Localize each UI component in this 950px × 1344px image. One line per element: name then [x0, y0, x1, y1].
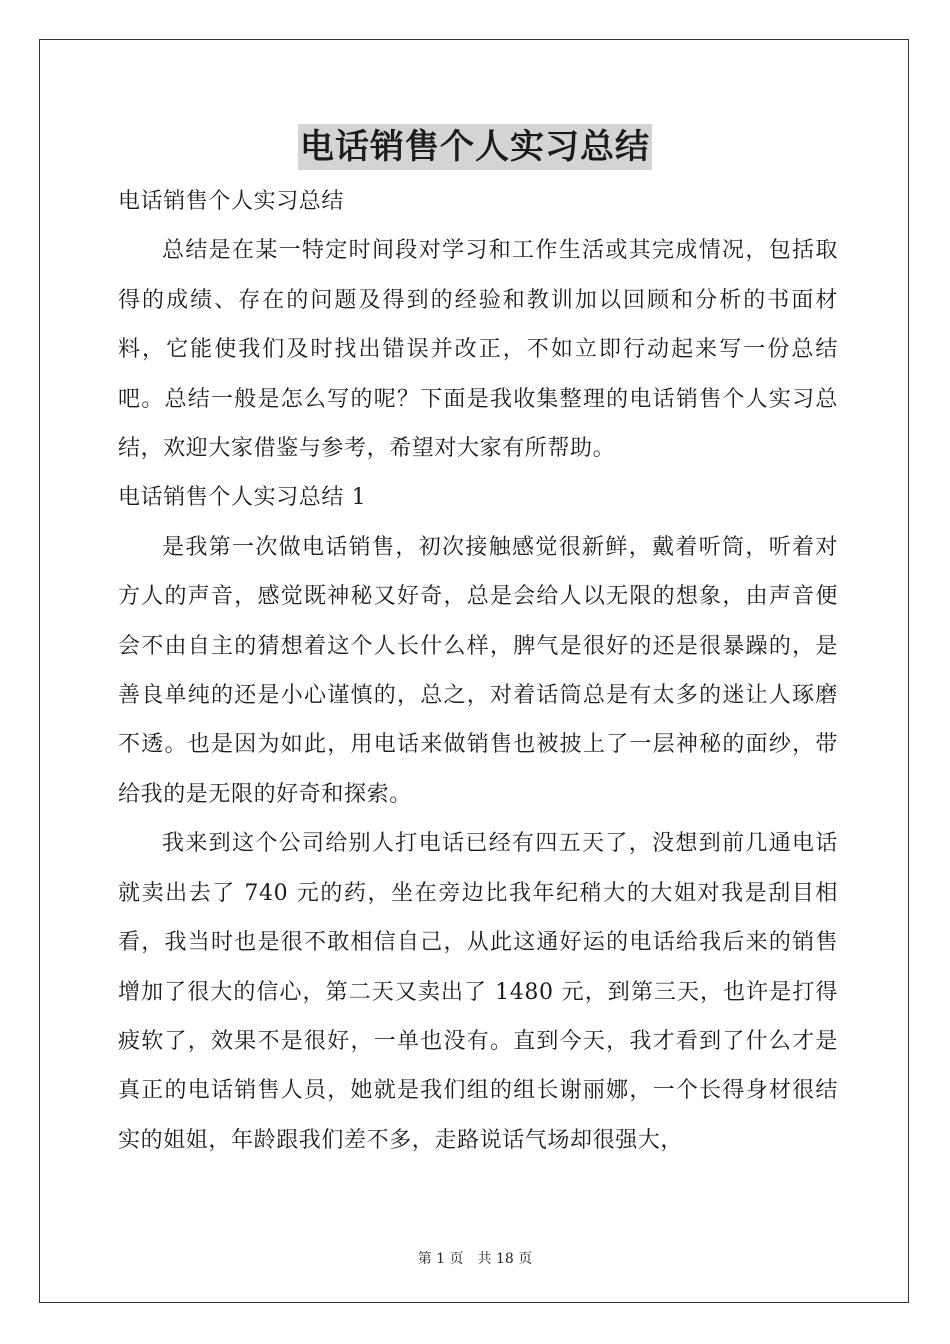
page-number: 第 1 页: [417, 1251, 464, 1267]
title-wrap: [0, 124, 950, 170]
document-body: [118, 177, 838, 1165]
section-heading: 电话销售个人实习总结 1: [118, 485, 367, 511]
document-subtitle: 电话销售个人实习总结: [118, 189, 345, 214]
page-total: 共 18 页: [477, 1251, 533, 1267]
intro-paragraph: 总结是在某一特定时间段对学习和工作生活或其完成情况，包括取得的成绩、存在的问题及得到的经验和教训加以回顾和分析的书面材料，它能使我们及时找出错误并改正，不如立即行动起来写一份总结吧。总结一般是怎么写的呢？下面是我收集整理的电话销售个人实习总结，欢迎大家借鉴与参考，希望对大家有所帮助。: [118, 238, 838, 462]
section-paragraph-2: 我来到这个公司给别人打电话已经有四五天了，没想到前几通电话就卖出去了 740 元的药，坐在旁边比我年纪稍大的大姐对我是刮目相看，我当时也是很不敢相信自己，从此这通好运的电话给我后来的销售增加了很大的信心，第二天又卖出了 1480 元，到第三天，也许是打得疲软了，效果不是很好，一单也没有。直到今天，我才看到了什么才是真正的电话销售人员，她就是我们组的组长谢丽娜，一个长得身材很结实的姐姐，年龄跟我们差不多，走路说话气场却很强大，: [118, 831, 838, 1153]
page-footer: [0, 1248, 950, 1268]
document-title: 电话销售个人实习总结: [298, 124, 652, 170]
section-paragraph-1: 是我第一次做电话销售，初次接触感觉很新鲜，戴着听筒，听着对方人的声音，感觉既神秘又好奇，总是会给人以无限的想象，由声音便会不由自主的猜想着这个人长什么样，脾气是很好的还是很暴躁的，是善良单纯的还是小心谨慎的，总之，对着话筒总是有太多的迷让人琢磨不透。也是因为如此，用电话来做销售也被披上了一层神秘的面纱，带给我的是无限的好奇和探索。: [118, 534, 838, 807]
